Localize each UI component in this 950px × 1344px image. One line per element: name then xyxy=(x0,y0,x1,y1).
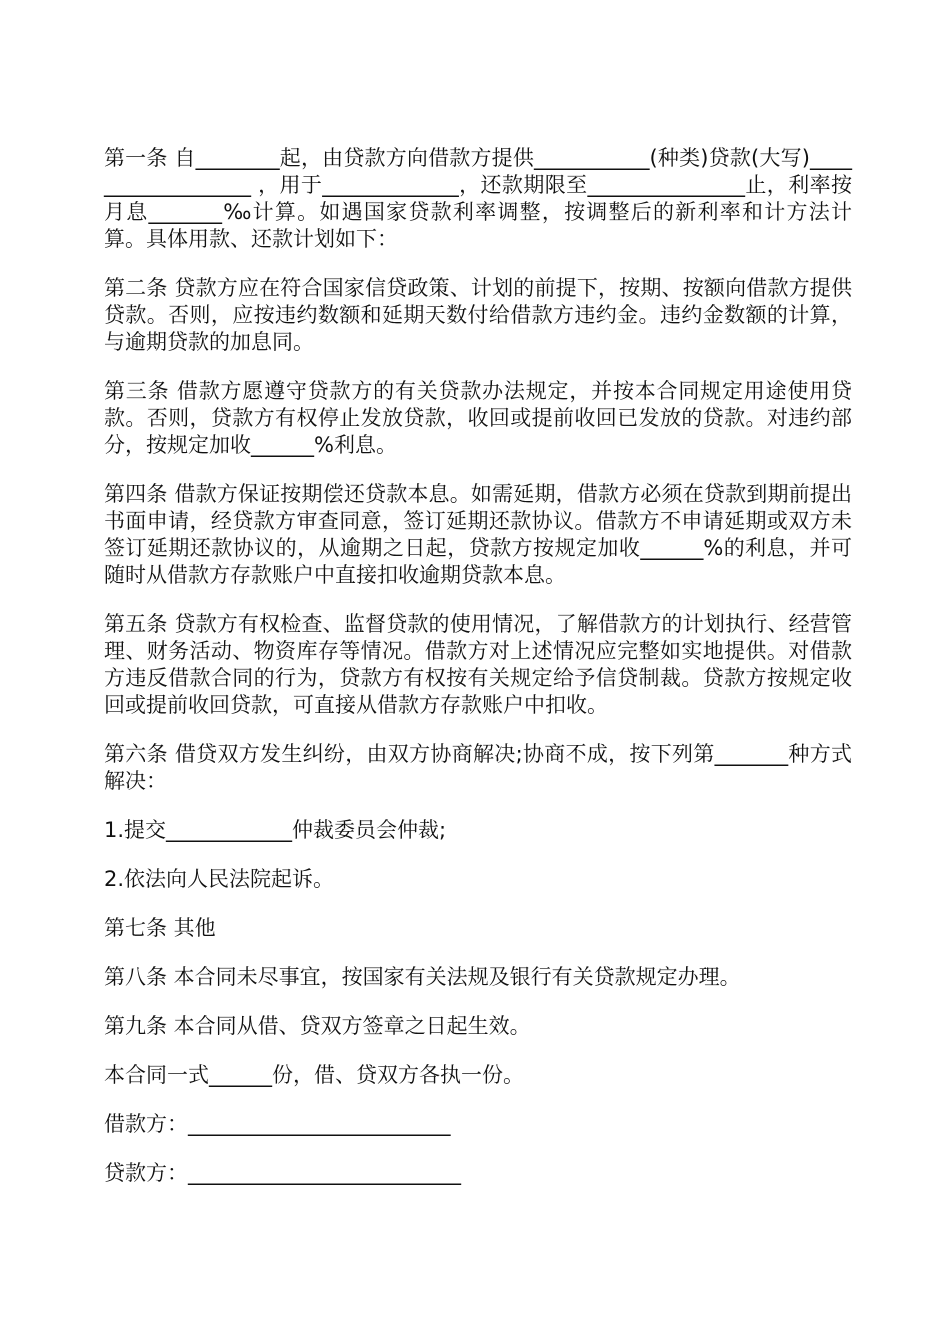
article-9: 第九条 本合同从借、贷双方签章之日起生效。 xyxy=(104,1014,531,1038)
article-4: 第四条 借款方保证按期偿还贷款本息。如需延期，借款方必须在贷款到期前提出书面申请，经贷款方审查同意，签订延期还款协议。借款方不申请延期或双方未签订延期还款协议的，从逾期之日起，贷款方按规定加收______%的利息，并可随时从借款方存款账户中直接扣收逾期贷款本息。 xyxy=(104,482,852,587)
article-3: 第三条 借款方愿遵守贷款方的有关贷款办法规定，并按本合同规定用途使用贷款。否则，贷款方有权停止发放贷款，收回或提前收回已发放的贷款。对违约部分，按规定加收______%利息。 xyxy=(104,379,852,457)
dispute-option-2: 2.依法向人民法院起诉。 xyxy=(104,867,335,891)
article-2: 第二条 贷款方应在符合国家信贷政策、计划的前提下，按期、按额向借款方提供贷款。否则，应按违约数额和延期天数付给借款方违约金。违约金数额的计算，与逾期贷款的加息同。 xyxy=(104,276,852,354)
article-8: 第八条 本合同未尽事宜，按国家有关法规及银行有关贷款规定办理。 xyxy=(104,965,741,989)
contract-page xyxy=(104,145,852,1187)
copies-clause: 本合同一式______份，借、贷双方各执一份。 xyxy=(104,1063,524,1087)
article-5: 第五条 贷款方有权检查、监督贷款的使用情况，了解借款方的计划执行、经营管理、财务活动、物资库存等情况。借款方对上述情况应完整如实地提供。对借款方违反借款合同的行为，贷款方有权按有关规定给予信贷制裁。贷款方按规定收回或提前收回贷款，可直接从借款方存款账户中扣收。 xyxy=(104,612,852,717)
lender-signature-line: 贷款方：__________________________ xyxy=(104,1161,461,1185)
article-7: 第七条 其他 xyxy=(104,916,216,940)
borrower-signature-line: 借款方：_________________________ xyxy=(104,1112,451,1136)
dispute-option-1: 1.提交____________仲裁委员会仲裁; xyxy=(104,818,447,842)
article-1: 第一条 自________起，由贷款方向借款方提供___________(种类)贷款(大写)__________________ ，用于_____________，还款期限至_______________止，利率按月息_______‰计算。如遇国家贷款利率调整，按调整后的新利率和计方法计算。具体用款、还款计划如下： xyxy=(104,146,852,251)
article-6: 第六条 借贷双方发生纠纷，由双方协商解决;协商不成，按下列第_______种方式解决： xyxy=(104,742,852,793)
